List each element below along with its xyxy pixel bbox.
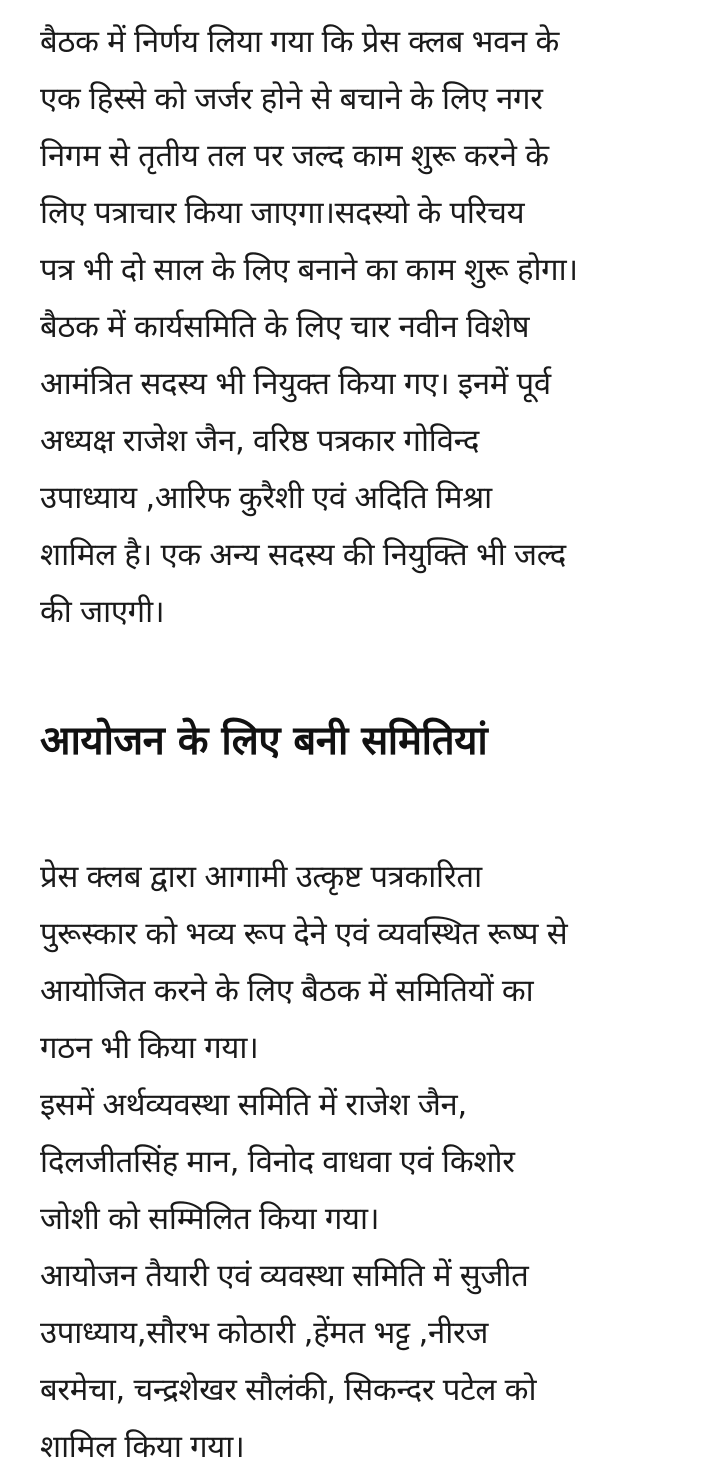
text-line: इसमें अर्थव्यवस्था समिति में राजेश जैन,	[40, 1087, 467, 1123]
section-heading: आयोजन के लिए बनी समितियां	[40, 718, 488, 764]
text-line: लिए पत्राचार किया जाएगा।सदस्यो के परिचय	[40, 195, 525, 231]
text-line: पुरूस्कार को भव्य रूप देने एवं व्यवस्थित रूष्प से	[40, 916, 568, 952]
text-line: उपाध्याय ,आरिफ कुरैशी एवं अदिति मिश्रा	[40, 480, 492, 516]
text-line: निगम से तृतीय तल पर जल्द काम शुरू करने के	[40, 138, 549, 174]
text-line: बैठक में निर्णय लिया गया कि प्रेस क्लब भवन के	[40, 24, 559, 60]
text-line: आयोजित करने के लिए बैठक में समितियों का	[40, 973, 534, 1009]
text-line: प्रेस क्लब द्वारा आगामी उत्कृष्ट पत्रकारिता	[40, 859, 482, 895]
text-line: पत्र भी दो साल के लिए बनाने का काम शुरू होगा।	[40, 252, 578, 288]
text-line: बरमेचा, चन्द्रशेखर सौलंकी, सिकन्दर पटेल को	[40, 1372, 537, 1408]
text-line: जोशी को सम्मिलित किया गया।	[40, 1201, 380, 1237]
committees-paragraph	[40, 849, 708, 1476]
text-line: शामिल किया गया।	[40, 1429, 245, 1465]
text-line: उपाध्याय,सौरभ कोठारी ,हेंमत भट्ट ,नीरज	[40, 1315, 489, 1351]
article-body	[40, 14, 708, 1476]
text-line: बैठक में कार्यसमिति के लिए चार नवीन विशेष	[40, 309, 530, 345]
text-line: की जाएगी।	[40, 594, 165, 630]
text-line: दिलजीतसिंह मान, विनोद वाधवा एवं किशोर	[40, 1144, 515, 1180]
text-line: शामिल है। एक अन्य सदस्य की नियुक्ति भी जल्द	[40, 537, 566, 573]
text-line: आमंत्रित सदस्य भी नियुक्त किया गए। इनमें पूर्व	[40, 366, 551, 402]
text-line: एक हिस्से को जर्जर होने से बचाने के लिए नगर	[40, 81, 543, 117]
text-line: अध्यक्ष राजेश जैन, वरिष्ठ पत्रकार गोविन्द	[40, 423, 480, 459]
intro-paragraph	[40, 14, 708, 641]
text-line: गठन भी किया गया।	[40, 1030, 259, 1066]
text-line: आयोजन तैयारी एवं व्यवस्था समिति में सुजीत	[40, 1258, 529, 1294]
